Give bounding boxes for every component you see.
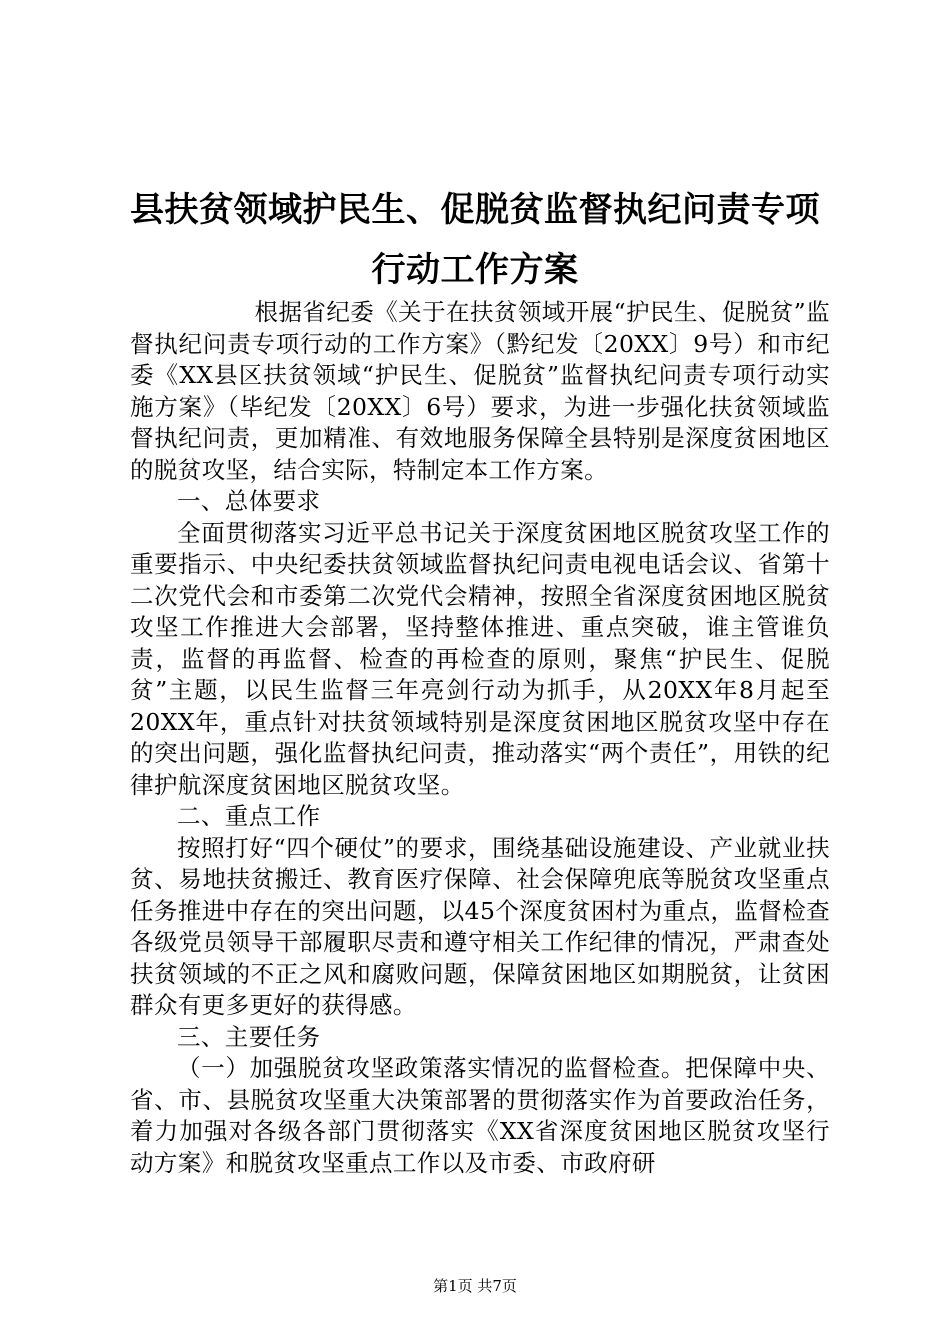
document-title-line-1: 县扶贫领域护民生、促脱贫监督执纪问责专项 bbox=[130, 190, 820, 230]
paragraph-key-work: 按照打好“四个硬仗”的要求，围绕基础设施建设、产业就业扶贫、易地扶贫搬迁、教育医疗保障、社会保障兜底等脱贫攻坚重点任务推进中存在的突出问题，以45个深度贫困村为重点，监督检查各级党员领导干部履职尽责和遵守相关工作纪律的情况，严肃查处扶贫领域的不正之风和腐败问题，保障贫困地区如期脱贫，让贫困群众有更多更好的获得感。 bbox=[130, 833, 830, 1019]
document-body bbox=[130, 297, 830, 1179]
page-number-footer: 第1页 共7页 bbox=[433, 1277, 517, 1295]
section-heading-2: 二、重点工作 bbox=[177, 802, 321, 830]
paragraph-intro: 根据省纪委《关于在扶贫领域开展“护民生、促脱贫”监督执纪问责专项行动的工作方案》（黔纪发〔20XX〕9号）和市纪委《XX县区扶贫领域“护民生、促脱贫”监督执纪问责专项行动实施方案》（毕纪发〔20XX〕6号）要求，为进一步强化扶贫领域监督执纪问责，更加精准、有效地服务保障全县特别是深度贫困地区的脱贫攻坚，结合实际，特制定本工作方案。 bbox=[130, 298, 830, 484]
document-title-line-2: 行动工作方案 bbox=[371, 250, 579, 290]
section-heading-3: 三、主要任务 bbox=[177, 1022, 321, 1051]
section-heading-1: 一、总体要求 bbox=[177, 487, 321, 515]
paragraph-general-requirements: 全面贯彻落实习近平总书记关于深度贫困地区脱贫攻坚工作的重要指示、中央纪委扶贫领域监督执纪问责电视电话会议、省第十二次党代会和市委第二次党代会精神，按照全省深度贫困地区脱贫攻坚工作推进大会部署，坚持整体推进、重点突破，谁主管谁负责，监督的再监督、检查的再检查的原则，聚焦“护民生、促脱贫”主题，以民生监督三年亮剑行动为抓手，从20XX年8月起至20XX年，重点针对扶贫领域特别是深度贫困地区脱贫攻坚中存在的突出问题，强化监督执纪问责，推动落实“两个责任”，用铁的纪律护航深度贫困地区脱贫攻坚。 bbox=[130, 518, 830, 799]
paragraph-main-tasks: （一）加强脱贫攻坚政策落实情况的监督检查。把保障中央、省、市、县脱贫攻坚重大决策部署的贯彻落实作为首要政治任务，着力加强对各级各部门贯彻落实《XX省深度贫困地区脱贫攻坚行动方案》和脱贫攻坚重点工作以及市委、市政府研 bbox=[130, 1054, 830, 1177]
